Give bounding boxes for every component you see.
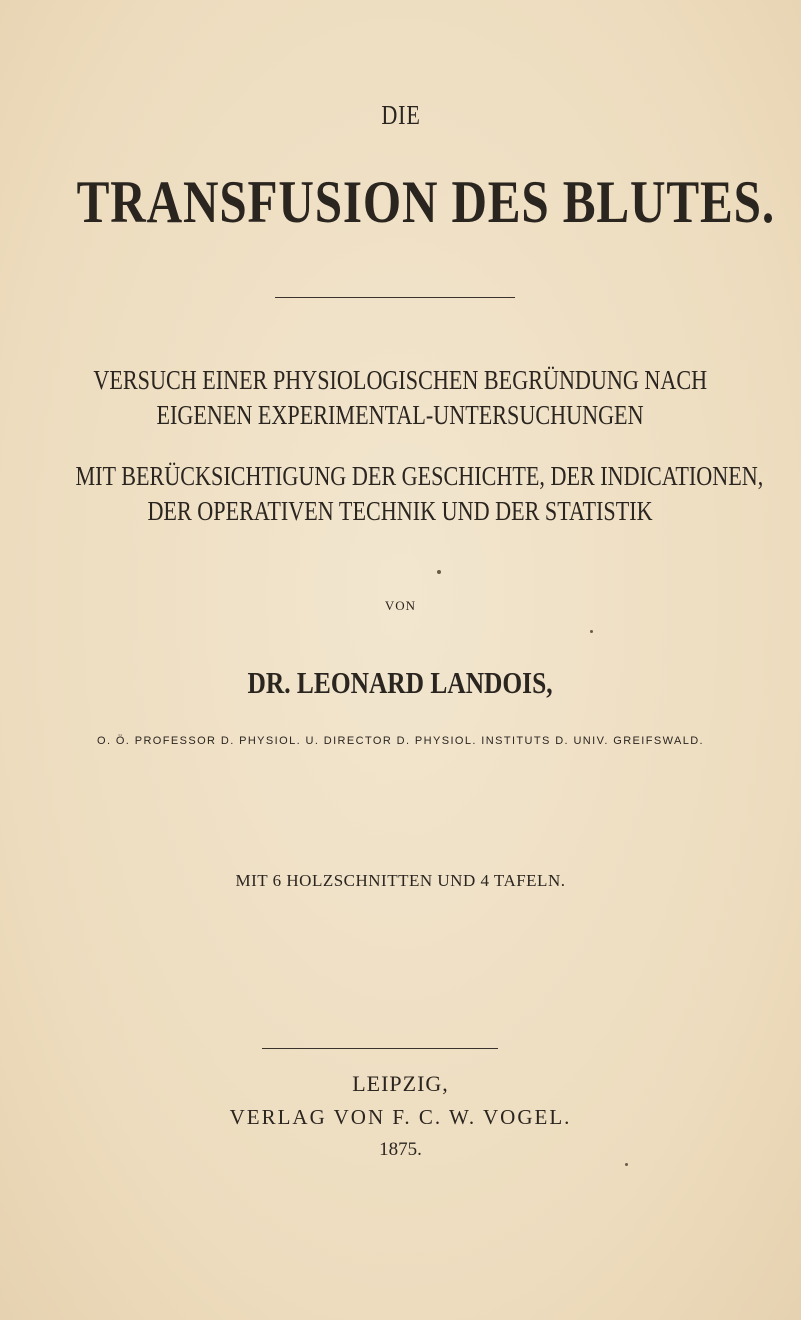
- author-name: DR. LEONARD LANDOIS,: [247, 665, 554, 700]
- subtitle-line-4: DER OPERATIVEN TECHNIK UND DER STATISTIK: [147, 496, 654, 526]
- paper-speck: [437, 570, 441, 574]
- paper-speck: [625, 1163, 628, 1166]
- main-title: TRANSFUSION DES BLUTES.: [76, 169, 775, 235]
- divider-bottom: [262, 1048, 498, 1049]
- subtitle-line-2: EIGENEN EXPERIMENTAL-UNTERSUCHUNGEN: [156, 400, 645, 430]
- publication-city: LEIPZIG,: [352, 1071, 449, 1096]
- author-credentials: O. Ö. PROFESSOR D. PHYSIOL. U. DIRECTOR D. PHYSIOL. INSTITUTS D. UNIV. GREIFSWALD.: [96, 735, 705, 747]
- publisher: VERLAG VON F. C. W. VOGEL.: [229, 1105, 572, 1129]
- subtitle-line-1: VERSUCH EINER PHYSIOLOGISCHEN BEGRÜNDUNG NACH: [93, 365, 708, 395]
- divider-top: [275, 297, 515, 298]
- subtitle-line-3: MIT BERÜCKSICHTIGUNG DER GESCHICHTE, DER INDICATIONEN,: [75, 461, 764, 491]
- illustrations-note: MIT 6 HOLZSCHNITTEN UND 4 TAFELN.: [235, 871, 566, 890]
- title-article: DIE: [380, 100, 421, 130]
- paper-speck: [590, 630, 593, 633]
- by-label: VON: [384, 598, 417, 613]
- publication-year: 1875.: [379, 1139, 422, 1160]
